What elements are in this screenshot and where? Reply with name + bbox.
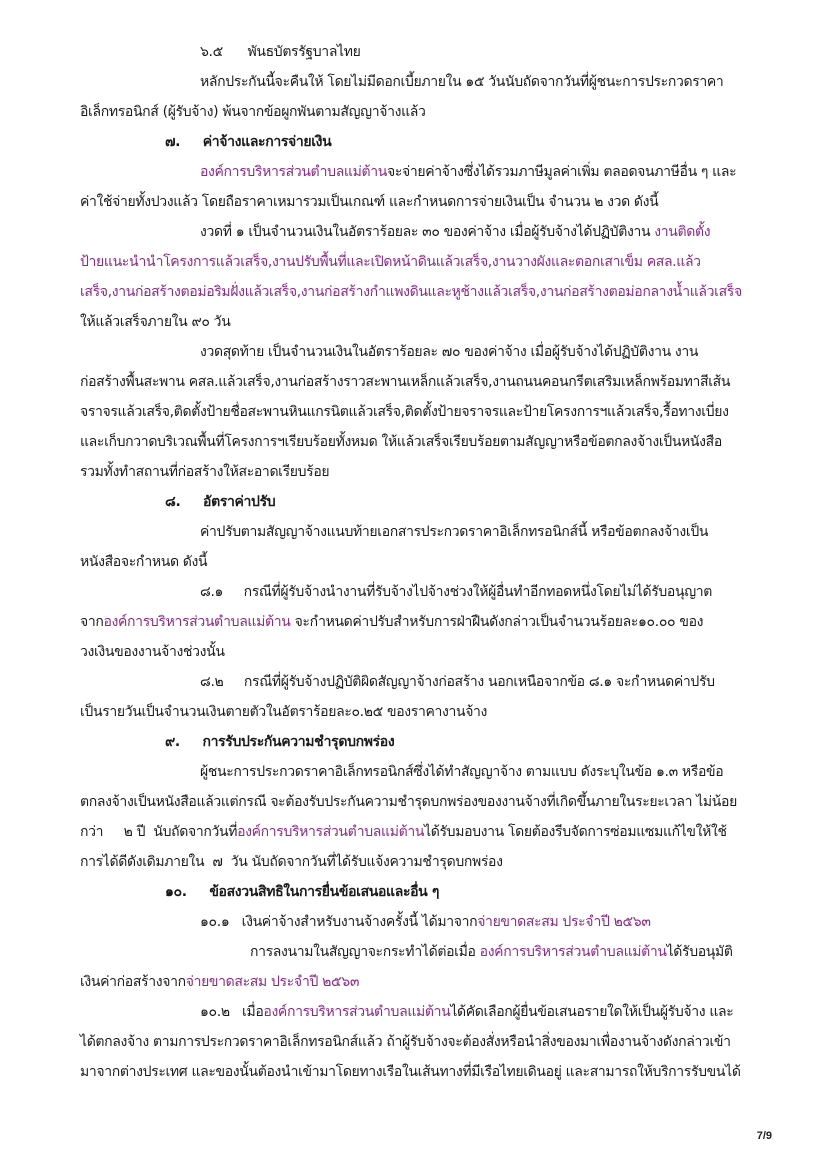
doc-line xyxy=(80,552,207,572)
text-run: เป็นรายวันเป็นจำนวนเงินตายตัวในอัตราร้อยละ๐.๒๕ ของราคางานจ้าง xyxy=(80,704,488,720)
page-number: 7/9 xyxy=(756,1130,772,1142)
doc-line xyxy=(80,402,729,422)
doc-line xyxy=(80,702,487,722)
highlighted-text: จ่ายขาดสะสม ประจำปี ๒๕๖๓ xyxy=(185,974,360,990)
highlighted-text: ป้ายแนะนำนำโครงการแล้วเสร็จ,งานปรับพื้นที่และเปิดหน้าดินแล้วเสร็จ,งานวางผังและตอกเสาเข็ม คสล.แล้ว xyxy=(80,254,701,270)
text-run: ก่อสร้างพื้นสะพาน คสล.แล้วเสร็จ,งานก่อสร้างราวสะพานเหล็กแล้วเสร็จ,งานถนนคอนกรีตเสริมเหล็กพร้อมทาสีเส้น xyxy=(80,374,731,390)
text-run: วงเงินของงานจ้างช่วงนั้น xyxy=(80,644,225,660)
text-run: ๘.๑ กรณีที่ผู้รับจ้างนำงานที่รับจ้างไปจ้างช่วงให้ผู้อื่นทำอีกทอดหนึ่งโดยไม่ได้รับอนุญาต xyxy=(200,584,713,600)
section-heading xyxy=(165,492,275,512)
highlighted-text: องค์การบริหารส่วนตำบลแม่ต้าน xyxy=(103,614,291,630)
doc-line xyxy=(80,192,658,212)
text-run: งวดสุดท้าย เป็นจำนวนเงินในอัตราร้อยละ ๗๐ ของค่าจ้าง เมื่อผู้รับจ้างได้ปฏิบัติงาน งาน xyxy=(200,344,699,360)
doc-line xyxy=(80,252,701,272)
heading-text: ๗. ค่าจ้างและการจ่ายเงิน xyxy=(165,134,332,150)
text-run: การได้ดีดังเดิมภายใน ๗ วัน นับถัดจากวันที่ได้รับแจ้งความชำรุดบกพร่อง xyxy=(80,854,503,870)
text-run: จาก xyxy=(80,614,104,630)
text-run: จะจ่ายค่าจ้างซึ่งได้รวมภาษีมูลค่าเพิ่ม ตลอดจนภาษีอื่น ๆ และ xyxy=(386,164,737,180)
highlighted-text: องค์การบริหารส่วนตำบลแม่ต้าน xyxy=(237,824,425,840)
doc-line xyxy=(80,852,503,872)
text-run: รวมทั้งทำสถานที่ก่อสร้างให้สะอาดเรียบร้อย xyxy=(80,464,330,480)
text-run: ๘.๒ กรณีที่ผู้รับจ้างปฏิบัติผิดสัญญาจ้างก่อสร้าง นอกเหนือจากข้อ ๘.๑ จะกำหนดค่าปรับ xyxy=(200,674,715,690)
text-run: ผู้ชนะการประกวดราคาอิเล็กทรอนิกส์ซึ่งได้ทำสัญญาจ้าง ตามแบบ ดังระบุในข้อ ๑.๓ หรือข้อ xyxy=(200,764,724,780)
text-run: งวดที่ ๑ เป็นจำนวนเงินในอัตราร้อยละ ๓๐ ของค่าจ้าง เมื่อผู้รับจ้างได้ปฏิบัติงาน xyxy=(200,224,655,240)
text-run: กว่า ๒ ปี นับถัดจากวันที่ xyxy=(80,824,238,840)
doc-line xyxy=(80,102,426,122)
highlighted-text: งานติดตั้ง xyxy=(654,224,711,240)
highlighted-text: องค์การบริหารส่วนตำบลแม่ต้าน xyxy=(200,164,387,180)
doc-line xyxy=(80,372,730,392)
highlighted-text: จ่ายขาดสะสม ประจำปี ๒๕๖๓ xyxy=(477,914,651,930)
text-run: จราจรแล้วเสร็จ,ติดตั้งป้ายชื่อสะพานหินแกรนิตแล้วเสร็จ,ติดตั้งป้ายจราจรและป้ายโครงการฯแล้วเสร็จ,รื้อทางเบี่ยง xyxy=(80,404,729,420)
doc-line xyxy=(200,522,708,542)
doc-line xyxy=(80,612,703,632)
doc-line xyxy=(200,162,736,182)
heading-text: ๙. การรับประกันความชำรุดบกพร่อง xyxy=(165,734,395,750)
text-run: มาจากต่างประเทศ และของนั้นต้องนำเข้ามาโดยทางเรือในเส้นทางที่มีเรือไทยเดินอยู่ และสามารถให้บริการรับขนได้ xyxy=(80,1064,741,1080)
doc-line xyxy=(200,42,360,62)
doc-line xyxy=(200,582,712,602)
highlighted-text: เสร็จ,งานก่อสร้างตอม่อริมฝั่งแล้วเสร็จ,งานก่อสร้างกำแพงดินและหูช้างแล้วเสร็จ,งานก่อสร้างตอม่อกลางน้ำแล้วเสร็จ xyxy=(80,284,742,300)
doc-line xyxy=(80,282,742,302)
doc-line xyxy=(200,342,698,362)
doc-line xyxy=(80,312,230,332)
doc-line xyxy=(80,1062,741,1082)
text-run: ให้แล้วเสร็จภายใน ๙๐ วัน xyxy=(80,314,231,330)
doc-line xyxy=(80,462,329,482)
text-run: ได้คัดเลือกผู้ยื่นข้อเสนอรายใดให้เป็นผู้รับจ้าง และ xyxy=(450,1004,734,1020)
doc-line xyxy=(80,972,359,992)
section-heading xyxy=(165,732,394,752)
doc-line xyxy=(200,1002,733,1022)
section-heading xyxy=(165,132,331,152)
highlighted-text: องค์การบริหารส่วนตำบลแม่ต้าน xyxy=(263,1004,451,1020)
highlighted-text: องค์การบริหารส่วนตำบลแม่ต้าน xyxy=(479,944,667,960)
doc-line xyxy=(80,792,737,812)
doc-line xyxy=(200,72,723,92)
doc-line xyxy=(200,912,651,932)
doc-line xyxy=(80,432,722,452)
doc-line xyxy=(80,1032,731,1052)
heading-text: ๑๐. ข้อสงวนสิทธิในการยื่นข้อเสนอและอื่น ๆ xyxy=(165,884,440,900)
text-run: จะกำหนดค่าปรับสำหรับการฝ่าฝืนดังกล่าวเป็นจำนวนร้อยละ๑๐.๐๐ ของ xyxy=(290,614,704,630)
text-run: ได้รับอนุมัติ xyxy=(666,944,733,960)
text-run: และเก็บกวาดบริเวณพื้นที่โครงการฯเรียบร้อยทั้งหมด ให้แล้วเสร็จเรียบร้อยตามสัญญาหรือข้อตกลงจ้างเป็นหนังสือ xyxy=(80,434,722,450)
doc-line xyxy=(200,762,723,782)
doc-line xyxy=(250,942,733,962)
text-run: อิเล็กทรอนิกส์ (ผู้รับจ้าง) พ้นจากข้อผูกพันตามสัญญาจ้างแล้ว xyxy=(80,104,426,120)
text-run: เงินค่าก่อสร้างจาก xyxy=(80,974,186,990)
text-run: ได้ตกลงจ้าง ตามการประกวดราคาอิเล็กทรอนิกส์แล้ว ถ้าผู้รับจ้างจะต้องสั่งหรือนำสิ่งของมาเพื่องานจ้างดังกล่าวเข้า xyxy=(80,1034,731,1050)
text-run: ๖.๕ พันธบัตรรัฐบาลไทย xyxy=(200,44,361,60)
text-run: หลักประกันนี้จะคืนให้ โดยไม่มีดอกเบี้ยภายใน ๑๕ วันนับถัดจากวันที่ผู้ชนะการประกวดราคา xyxy=(200,74,724,90)
text-run: ค่าใช้จ่ายทั้งปวงแล้ว โดยถือราคาเหมารวมเป็นเกณฑ์ และกำหนดการจ่ายเงินเป็น จำนวน ๒ งวด ดังนี้ xyxy=(80,194,659,210)
text-run: ได้รับมอบงาน โดยต้องรีบจัดการซ่อมแซมแก้ไขให้ใช้ xyxy=(424,824,727,840)
doc-line xyxy=(200,672,715,692)
doc-line xyxy=(80,642,225,662)
text-run: การลงนามในสัญญาจะกระทำได้ต่อเมื่อ xyxy=(250,944,480,960)
text-run: หนังสือจะกำหนด ดังนี้ xyxy=(80,554,208,570)
heading-text: ๘. อัตราค่าปรับ xyxy=(165,494,276,510)
text-run: ตกลงจ้างเป็นหนังสือแล้วแต่กรณี จะต้องรับประกันความชำรุดบกพร่องของงานจ้างที่เกิดขึ้นภายในระยะเวลา ไม่น้อย xyxy=(80,794,737,810)
text-run: ๑๐.๒ เมื่อ xyxy=(200,1004,264,1020)
doc-line xyxy=(200,222,710,242)
text-run: ค่าปรับตามสัญญาจ้างแนบท้ายเอกสารประกวดราคาอิเล็กทรอนิกส์นี้ หรือข้อตกลงจ้างเป็น xyxy=(200,524,709,540)
doc-line xyxy=(80,822,727,842)
text-run: ๑๐.๑ เงินค่าจ้างสำหรับงานจ้างครั้งนี้ ได้มาจาก xyxy=(200,914,478,930)
section-heading xyxy=(165,882,439,902)
